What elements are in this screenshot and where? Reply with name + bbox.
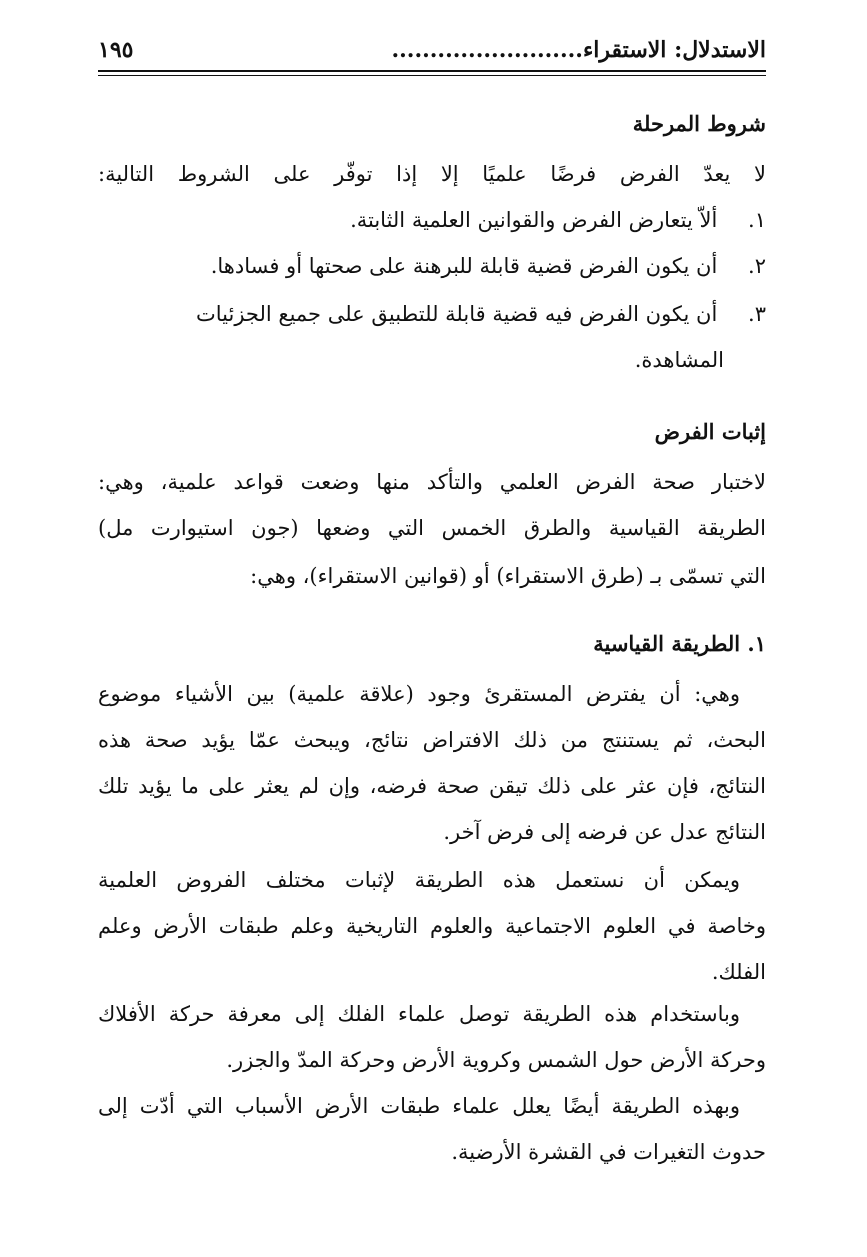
paragraph-line: البحث، ثم يستنتج من ذلك الافتراض نتائج، ويبحث عمّا يؤيد صحة هذه xyxy=(98,728,766,752)
list-item-continuation: المشاهدة. xyxy=(634,348,724,372)
paragraph-line: الفلك. xyxy=(711,960,766,984)
running-head-title: الاستدلال: الاستقراء xyxy=(582,37,766,63)
header-rule-thin xyxy=(98,75,766,76)
paragraph-line: النتائج عدل عن فرضه إلى فرض آخر. xyxy=(443,820,766,844)
list-item-text: أن يكون الفرض قضية قابلة للبرهنة على صحتها أو فسادها. xyxy=(210,254,718,278)
header-rule-thick xyxy=(98,70,766,72)
section-heading-proof: إثبات الفرض xyxy=(654,419,766,444)
paragraph-line: وهي: أن يفترض المستقرئ وجود (علاقة علمية) بين الأشياء موضوع xyxy=(98,682,740,706)
section-heading-conditions: شروط المرحلة xyxy=(632,111,766,136)
paragraph-line: ويمكن أن نستعمل هذه الطريقة لإثبات مختلف الفروض العلمية xyxy=(98,868,740,892)
proof-text-line: الطريقة القياسية والطرق الخمس التي وضعها (جون استيوارت مل) xyxy=(98,516,766,540)
running-head-leader-dots: ......................... xyxy=(391,37,583,63)
paragraph-line: وبهذه الطريقة أيضًا يعلل علماء طبقات الأرض الأسباب التي أدّت إلى xyxy=(98,1094,740,1118)
list-item xyxy=(98,244,766,288)
paragraph-line: حدوث التغيرات في القشرة الأرضية. xyxy=(451,1140,766,1164)
conditions-intro: لا يعدّ الفرض فرضًا علميًا إلا إذا توفّر على الشروط التالية: xyxy=(98,162,766,186)
section-heading-analogical-method: ١. الطريقة القياسية xyxy=(593,631,766,656)
list-item-text: ألاّ يتعارض الفرض والقوانين العلمية الثابتة. xyxy=(350,208,718,232)
page-number: ١٩٥ xyxy=(98,37,134,63)
paragraph-line: وحركة الأرض حول الشمس وكروية الأرض وحركة المدّ والجزر. xyxy=(226,1048,766,1072)
paragraph-line: النتائج، فإن عثر على ذلك تيقن صحة فرضه، وإن لم يعثر على ما يؤيد تلك xyxy=(98,774,766,798)
paragraph-line: وخاصة في العلوم الاجتماعية والعلوم التاريخية وعلم طبقات الأرض وعلم xyxy=(98,914,766,938)
list-item xyxy=(98,292,766,336)
proof-text-line: التي تسمّى بـ (طرق الاستقراء) أو (قوانين الاستقراء)، وهي: xyxy=(250,564,766,588)
list-item-number: ١. xyxy=(748,208,766,232)
list-item xyxy=(98,198,766,242)
running-header xyxy=(98,32,766,68)
list-item-text: أن يكون الفرض فيه قضية قابلة للتطبيق على جميع الجزئيات xyxy=(196,302,718,326)
paragraph-line: وباستخدام هذه الطريقة توصل علماء الفلك إلى معرفة حركة الأفلاك xyxy=(98,1002,740,1026)
list-item-number: ٢. xyxy=(748,254,766,278)
list-item-number: ٣. xyxy=(748,302,766,326)
proof-text-line: لاختبار صحة الفرض العلمي والتأكد منها وضعت قواعد علمية، وهي: xyxy=(98,470,766,494)
